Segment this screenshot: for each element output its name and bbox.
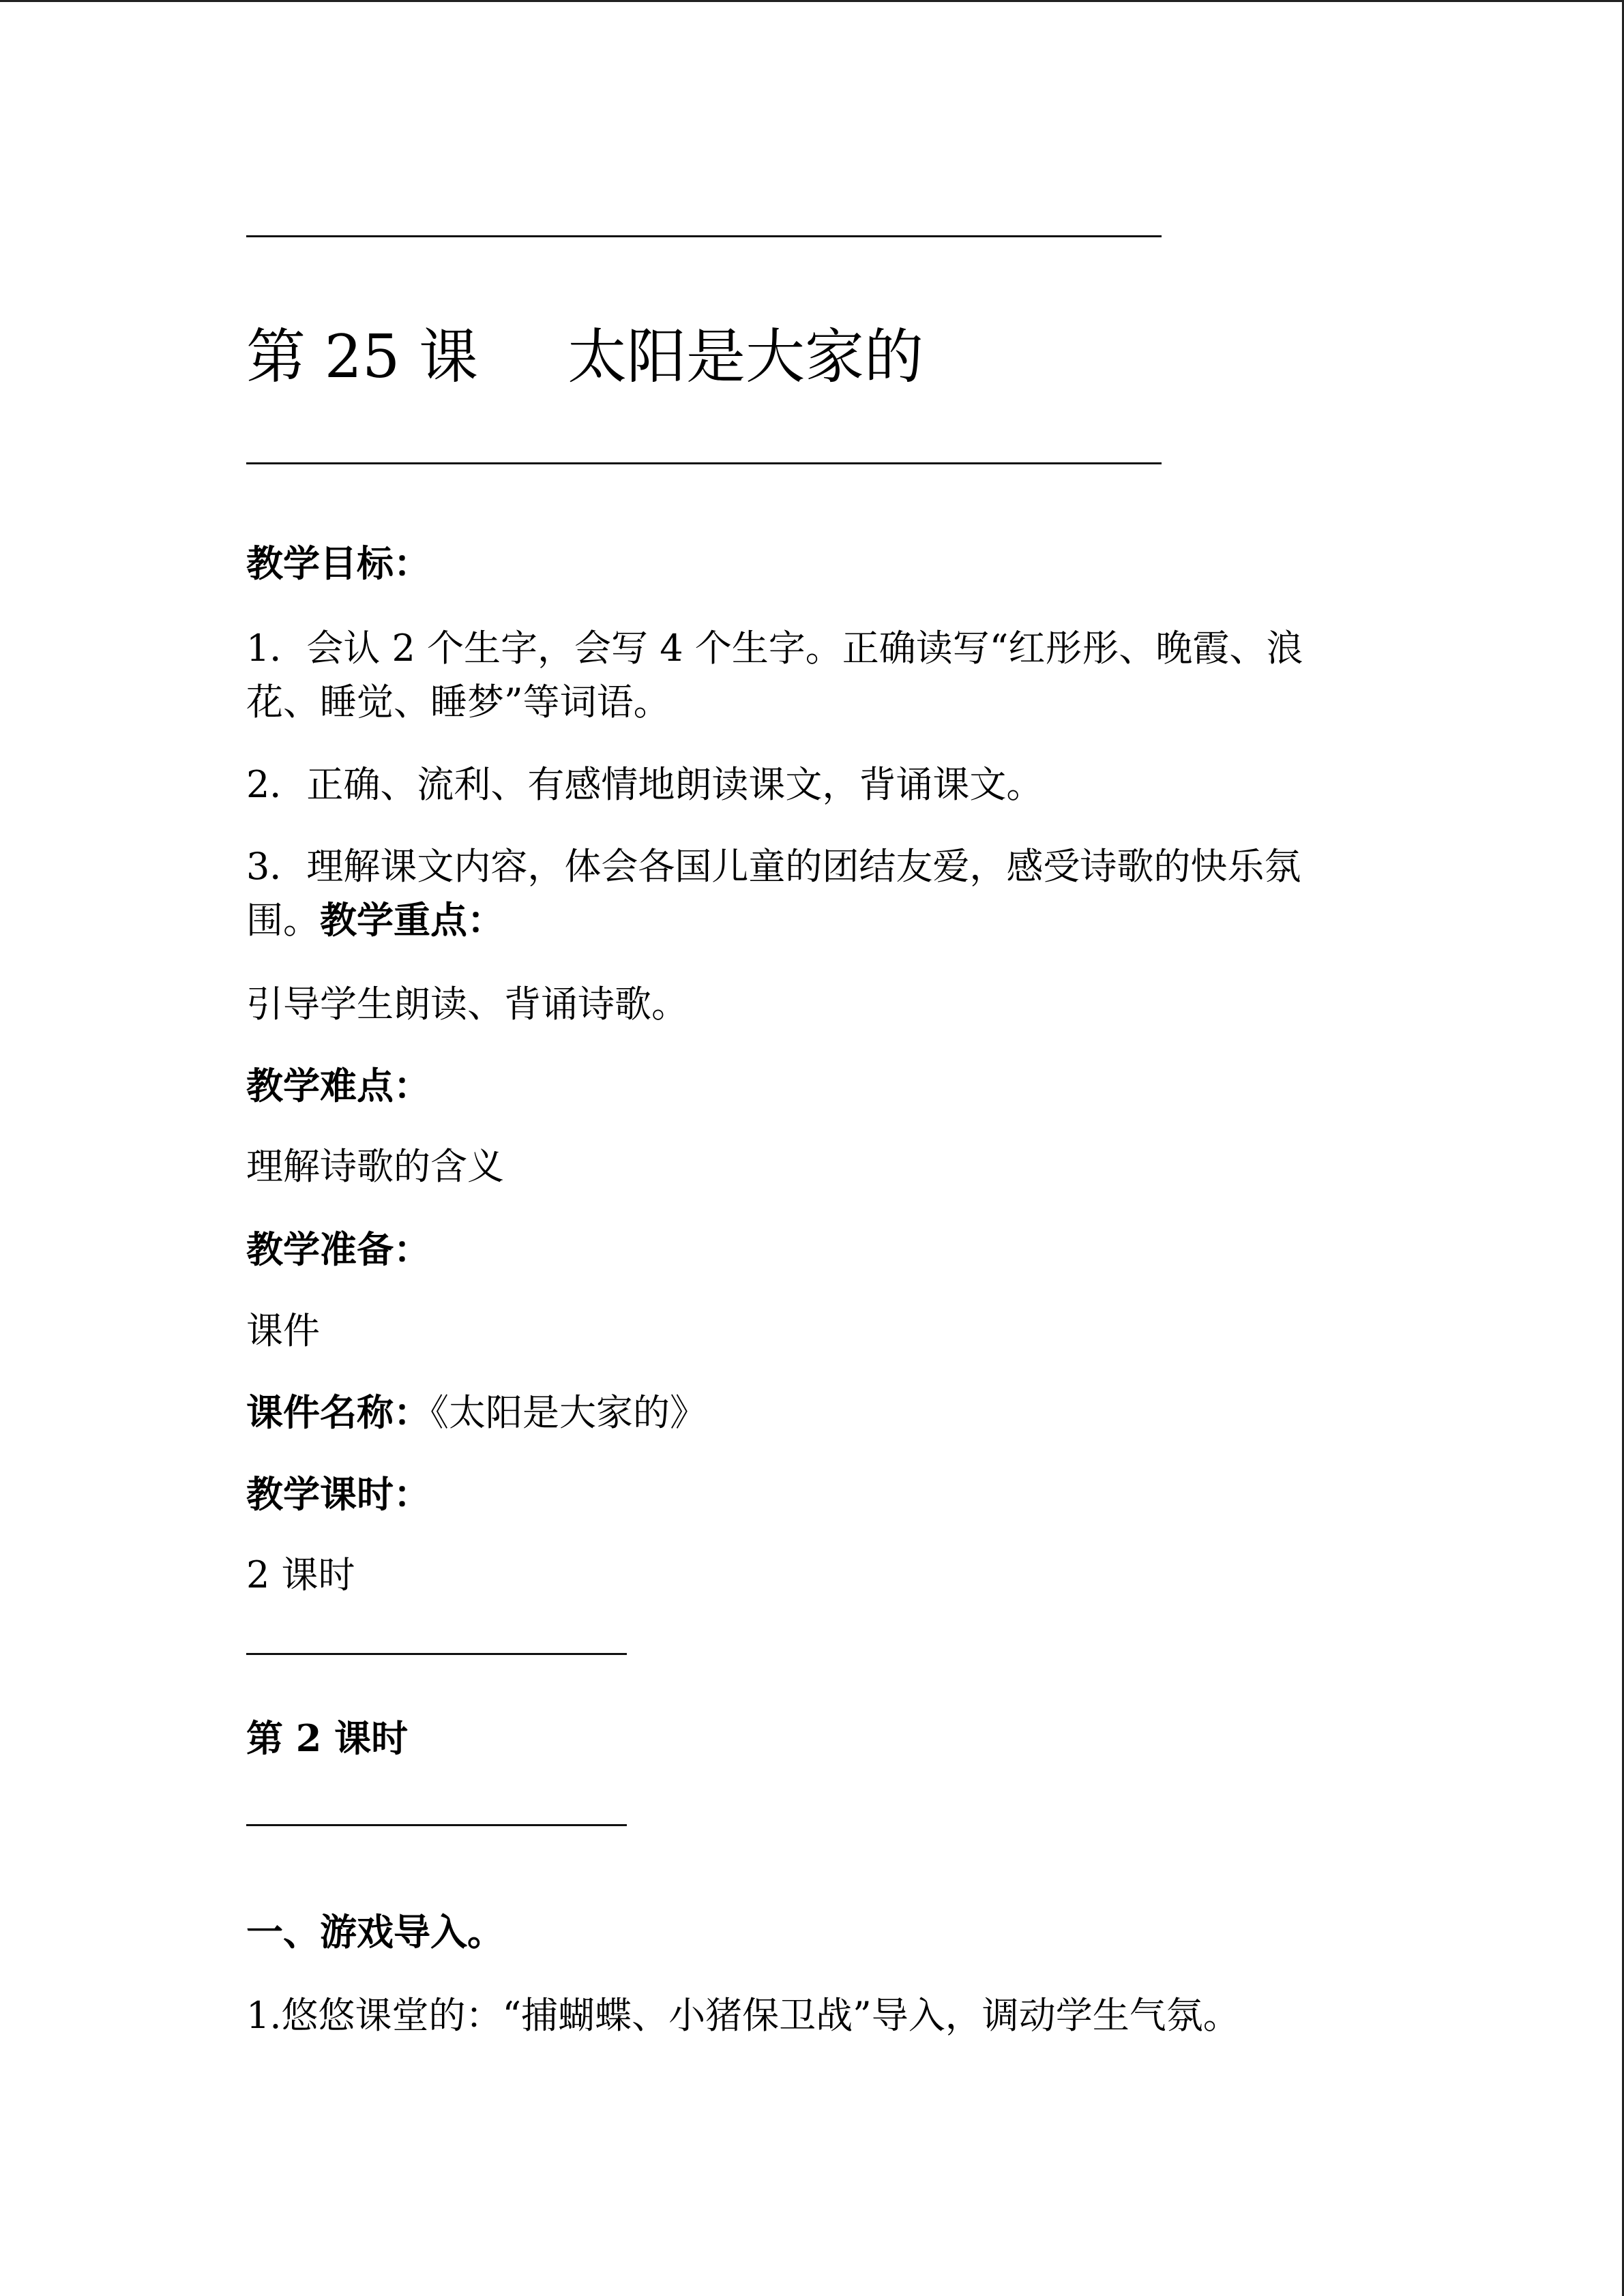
courseware-line (246, 1386, 1542, 1440)
objective-3-line-1: 3．理解课文内容，体会各国儿童的团结友爱，感受诗歌的快乐氛 (246, 845, 1301, 888)
preparation-text: 课件 (246, 1309, 320, 1352)
courseware-label: 课件名称： (246, 1390, 430, 1434)
separator-line-under-title (246, 462, 1162, 464)
objective-1-line-2: 花、睡觉、睡梦”等词语。 (246, 681, 670, 724)
objective-3-line-2 (246, 893, 1542, 947)
lesson-title (246, 319, 924, 394)
separator-line-short-2 (246, 1824, 627, 1826)
objective-1-line-1: 1．会认 2 个生字，会写 4 个生字。正确读写“红彤彤、晚霞、浪 (246, 627, 1303, 670)
class-hours-text: 2 课时 (246, 1553, 355, 1596)
objective-3-line-2-text: 围。 (246, 899, 320, 942)
objective-item-2 (246, 758, 1542, 811)
lesson-number: 第 25 课 (246, 322, 479, 391)
section-1-heading: 一、游戏导入。 (246, 1910, 504, 1954)
session-title: 第 2 课时 (246, 1716, 409, 1760)
separator-line-short-1 (246, 1653, 627, 1655)
separator-line-top (246, 235, 1162, 237)
objective-item-3 (246, 839, 1542, 947)
key-points-heading: 教学重点： (320, 898, 504, 942)
courseware-name: 《太阳是大家的》 (430, 1391, 707, 1434)
objective-2-line-1: 2．正确、流利、有感情地朗读课文，背诵课文。 (246, 763, 1044, 806)
lesson-name: 太阳是大家的 (567, 322, 924, 391)
objective-item-1 (246, 621, 1542, 729)
key-points-text: 引导学生朗读、背诵诗歌。 (246, 983, 688, 1026)
difficulties-heading: 教学难点： (246, 1064, 430, 1107)
preparation-heading: 教学准备： (246, 1227, 430, 1271)
objectives-heading: 教学目标： (246, 541, 430, 585)
section-1-item-1: 1.悠悠课堂的：“捕蝴蝶、小猪保卫战”导入，调动学生气氛。 (246, 1994, 1240, 2037)
difficulties-text: 理解诗歌的含义 (246, 1145, 504, 1188)
class-hours-heading: 教学课时： (246, 1472, 430, 1516)
